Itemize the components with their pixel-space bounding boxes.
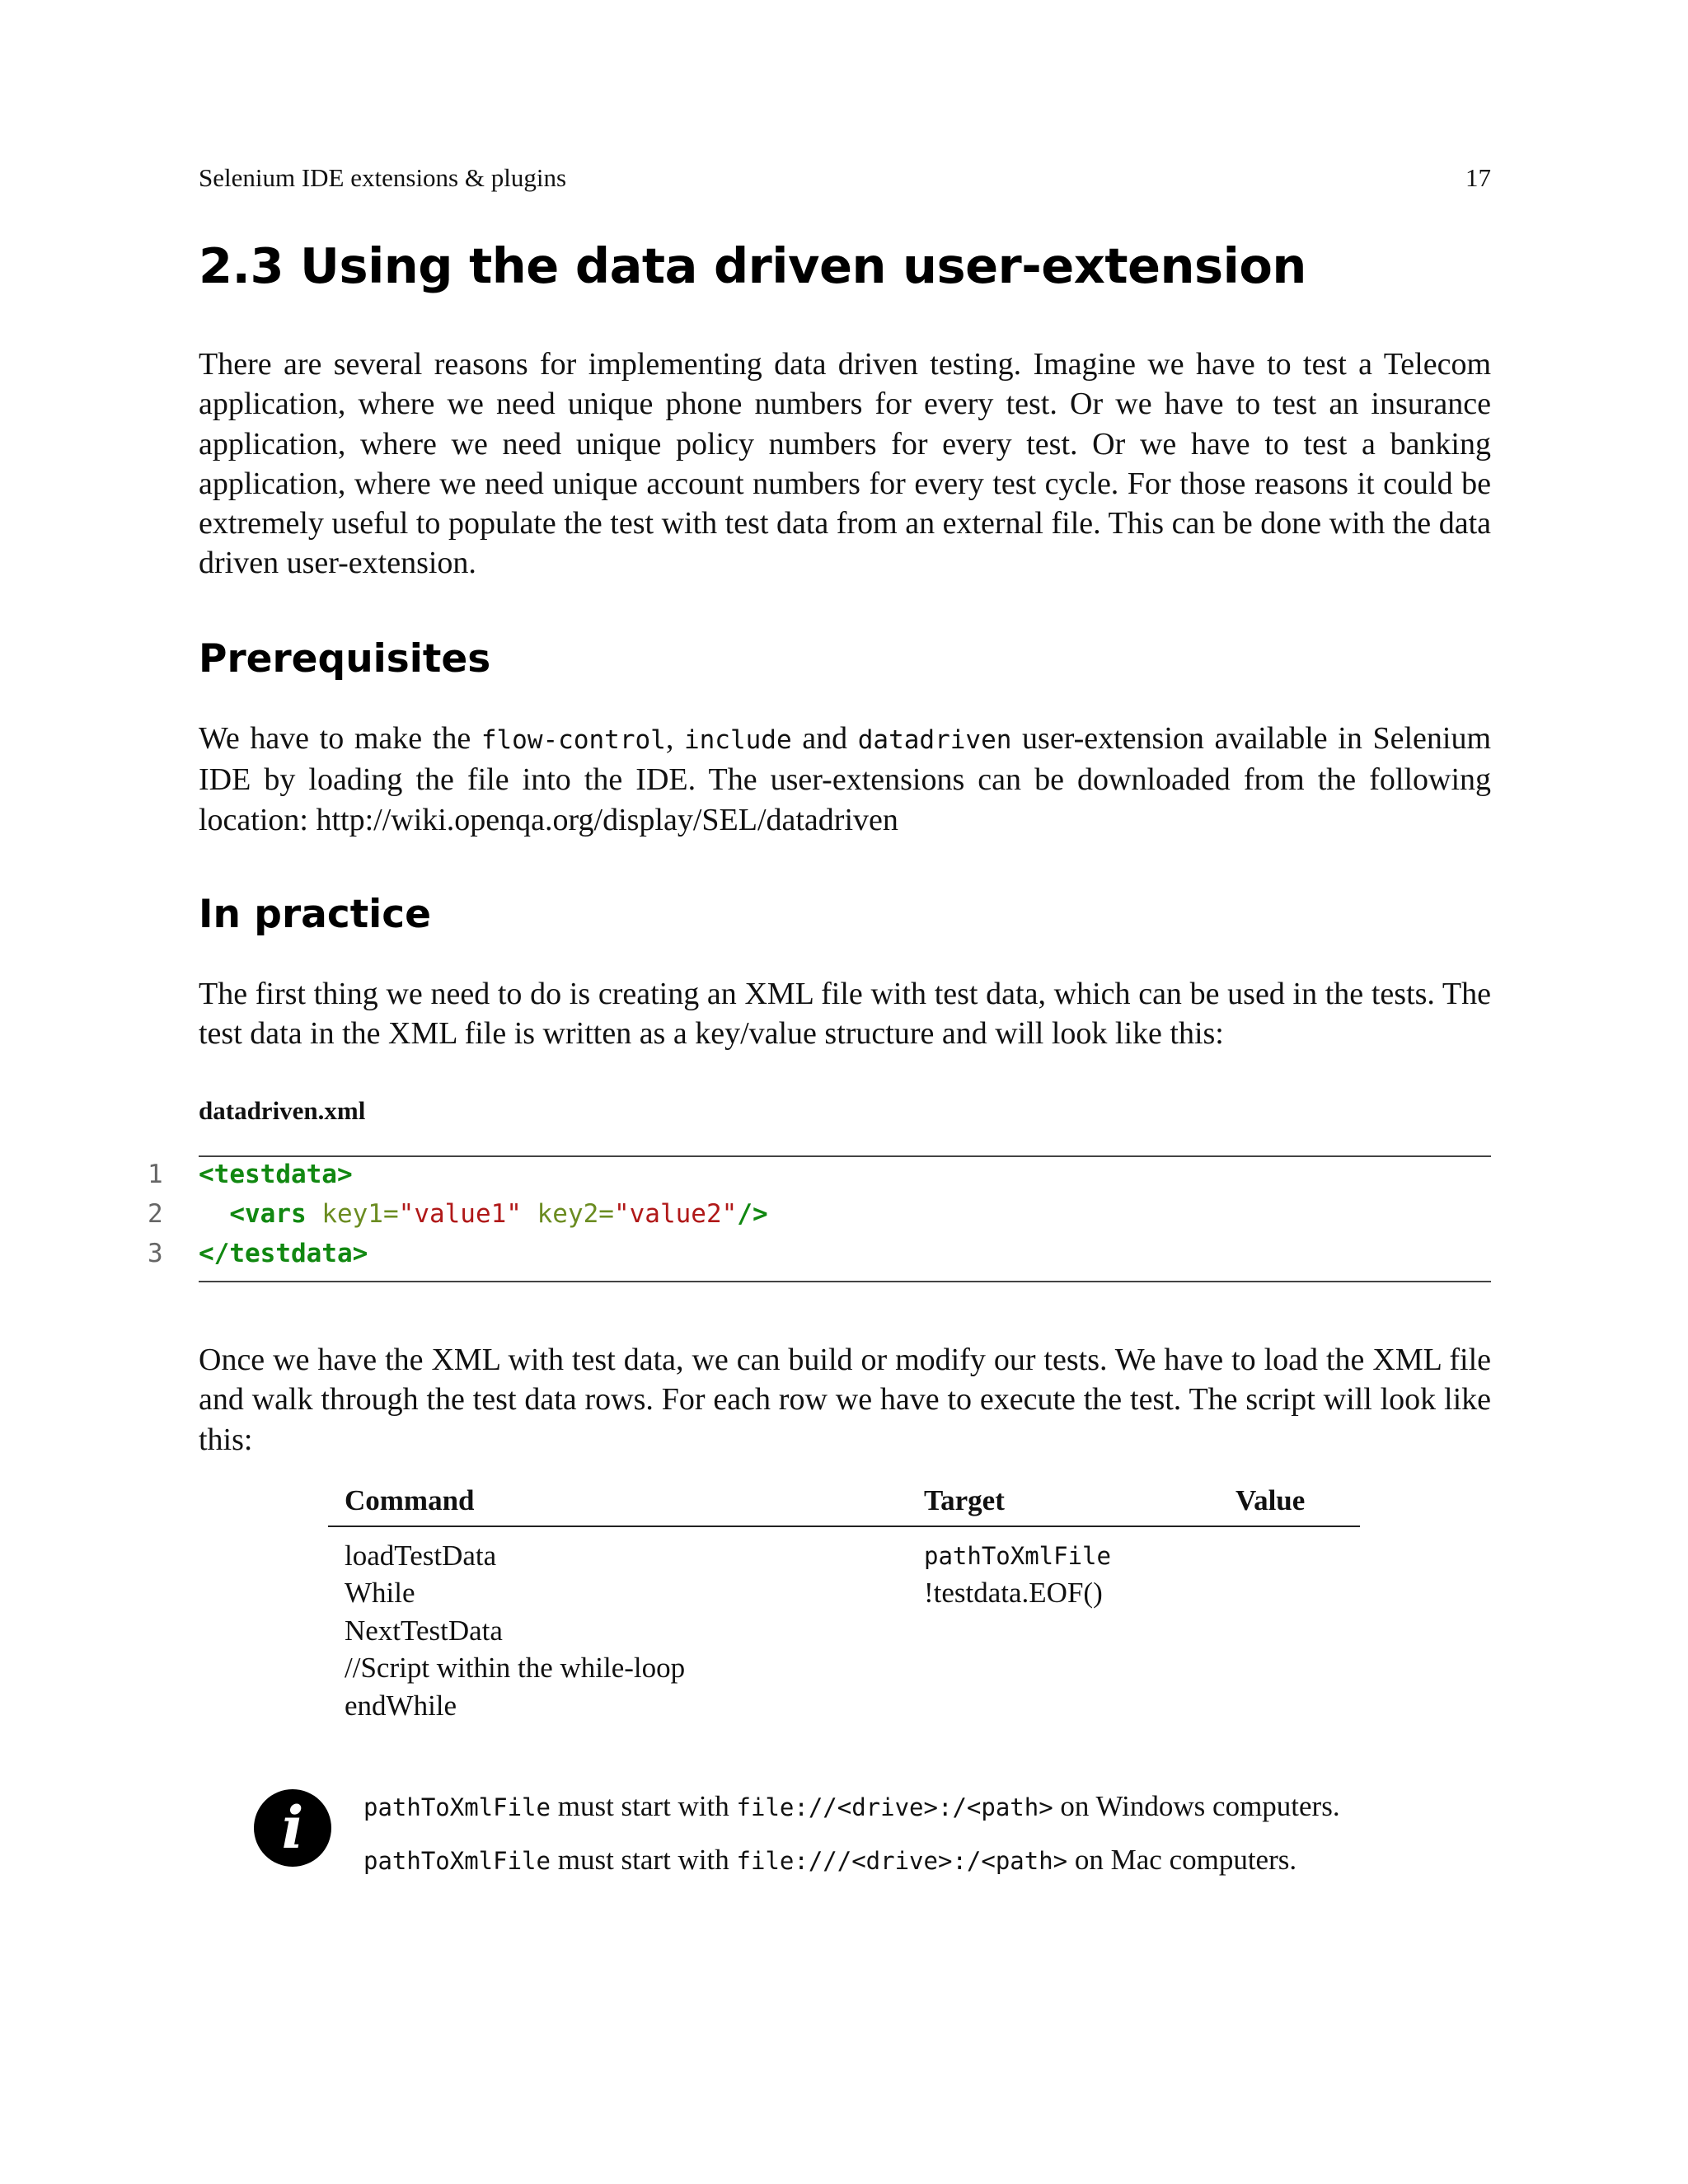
- xml-equals: =: [598, 1199, 614, 1229]
- section-title: 2.3 Using the data driven user-extension: [199, 237, 1306, 294]
- header-command: Command: [328, 1479, 907, 1526]
- cell-target: [907, 1687, 1219, 1725]
- xml-equals: =: [382, 1199, 399, 1229]
- info-code: pathToXmlFile: [363, 1793, 551, 1821]
- info-code: file://<drive>:/<path>: [736, 1793, 1053, 1821]
- prerequisites-paragraph: [199, 719, 1491, 840]
- prerequisites-text: user-extension available in Selenium IDE by loading the file into the IDE. The user-extensions can be downloaded from the following location: http://wiki.openqa.org/display/SEL/datadriven: [199, 721, 1492, 837]
- cell-command: //Script within the while-loop: [345, 1652, 686, 1685]
- info-code: file:///<drive>:/<path>: [736, 1847, 1068, 1875]
- cell-target: [907, 1612, 1219, 1650]
- command-table: [328, 1479, 1360, 1725]
- info-text: must start with: [550, 1790, 737, 1822]
- in-practice-heading: In practice: [199, 892, 432, 937]
- cell-command: endWhile: [345, 1689, 457, 1722]
- code-line: [148, 1199, 1491, 1239]
- running-header-section: Selenium IDE extensions & plugins: [199, 163, 567, 192]
- table-row: [328, 1526, 1360, 1575]
- prerequisites-text: ,: [665, 721, 684, 756]
- running-header: [199, 163, 1491, 196]
- xml-tag: />: [737, 1199, 768, 1229]
- info-icon: i: [254, 1789, 331, 1867]
- xml-tag: </testdata>: [199, 1239, 368, 1268]
- cell-value: [1219, 1687, 1360, 1725]
- cell-target: !testdata.EOF(): [924, 1577, 1103, 1610]
- table-row: [328, 1650, 1360, 1688]
- prerequisites-text: We have to make the: [199, 721, 481, 756]
- xml-attribute: key1: [306, 1199, 383, 1229]
- intro-paragraph: There are several reasons for implementing data driven testing. Imagine we have to test a Telecom application, where we need unique phone numbers for every test. Or we have to test an insurance application, where we need unique policy numbers for every test. Or we have to test a banking application, where we need unique account numbers for every test cycle. For those reasons it could be extremely useful to populate the test with test data from an external file. This can be done with the data driven user-extension.: [199, 347, 1491, 581]
- info-line-windows: [363, 1790, 1340, 1823]
- xml-attribute: key2: [521, 1199, 599, 1229]
- header-target: Target: [907, 1479, 1219, 1526]
- script-paragraph: Once we have the XML with test data, we can build or modify our tests. We have to load the XML file and walk through the test data rows. For each row we have to execute the test. The script will look like this:: [199, 1343, 1491, 1457]
- xml-tag: <vars: [229, 1199, 307, 1229]
- code-block: [148, 1155, 1491, 1282]
- page-number: 17: [1465, 163, 1491, 192]
- line-number: 2: [148, 1199, 163, 1229]
- line-number: 1: [148, 1160, 163, 1189]
- prerequisites-heading: Prerequisites: [199, 636, 491, 682]
- info-text: must start with: [550, 1844, 737, 1876]
- cell-value: [1219, 1650, 1360, 1688]
- table-row: [328, 1575, 1360, 1613]
- cell-value: [1219, 1575, 1360, 1613]
- cell-target: [907, 1650, 1219, 1688]
- xml-value: "value1": [398, 1199, 522, 1229]
- code-caption: datadriven.xml: [199, 1096, 366, 1125]
- table-row: [328, 1612, 1360, 1650]
- code-indent: [199, 1199, 229, 1229]
- cell-command: NextTestData: [345, 1614, 503, 1647]
- xml-value: "value2": [613, 1199, 738, 1229]
- info-text: on Mac computers.: [1067, 1844, 1297, 1876]
- flow-control-code: flow-control: [481, 725, 666, 755]
- header-value: Value: [1219, 1479, 1360, 1526]
- info-code: pathToXmlFile: [363, 1847, 551, 1875]
- info-line-mac: [363, 1844, 1296, 1877]
- prerequisites-text: and: [791, 721, 858, 756]
- cell-value: [1219, 1612, 1360, 1650]
- table-header-row: [328, 1479, 1360, 1526]
- code-line: [148, 1160, 1491, 1199]
- cell-command: While: [345, 1577, 415, 1610]
- table-row: [328, 1687, 1360, 1725]
- line-number: 3: [148, 1239, 163, 1268]
- cell-command: loadTestData: [345, 1539, 497, 1572]
- code-line: [148, 1239, 1491, 1278]
- cell-value: [1219, 1526, 1360, 1575]
- include-code: include: [683, 725, 792, 755]
- in-practice-paragraph: The first thing we need to do is creating an XML file with test data, which can be used in the tests. The test data in the XML file is written as a key/value structure and will look like this:: [199, 977, 1491, 1052]
- info-text: on Windows computers.: [1053, 1790, 1340, 1822]
- datadriven-code: datadriven: [857, 725, 1012, 755]
- xml-tag: <testdata>: [199, 1160, 353, 1189]
- cell-target: pathToXmlFile: [924, 1541, 1111, 1570]
